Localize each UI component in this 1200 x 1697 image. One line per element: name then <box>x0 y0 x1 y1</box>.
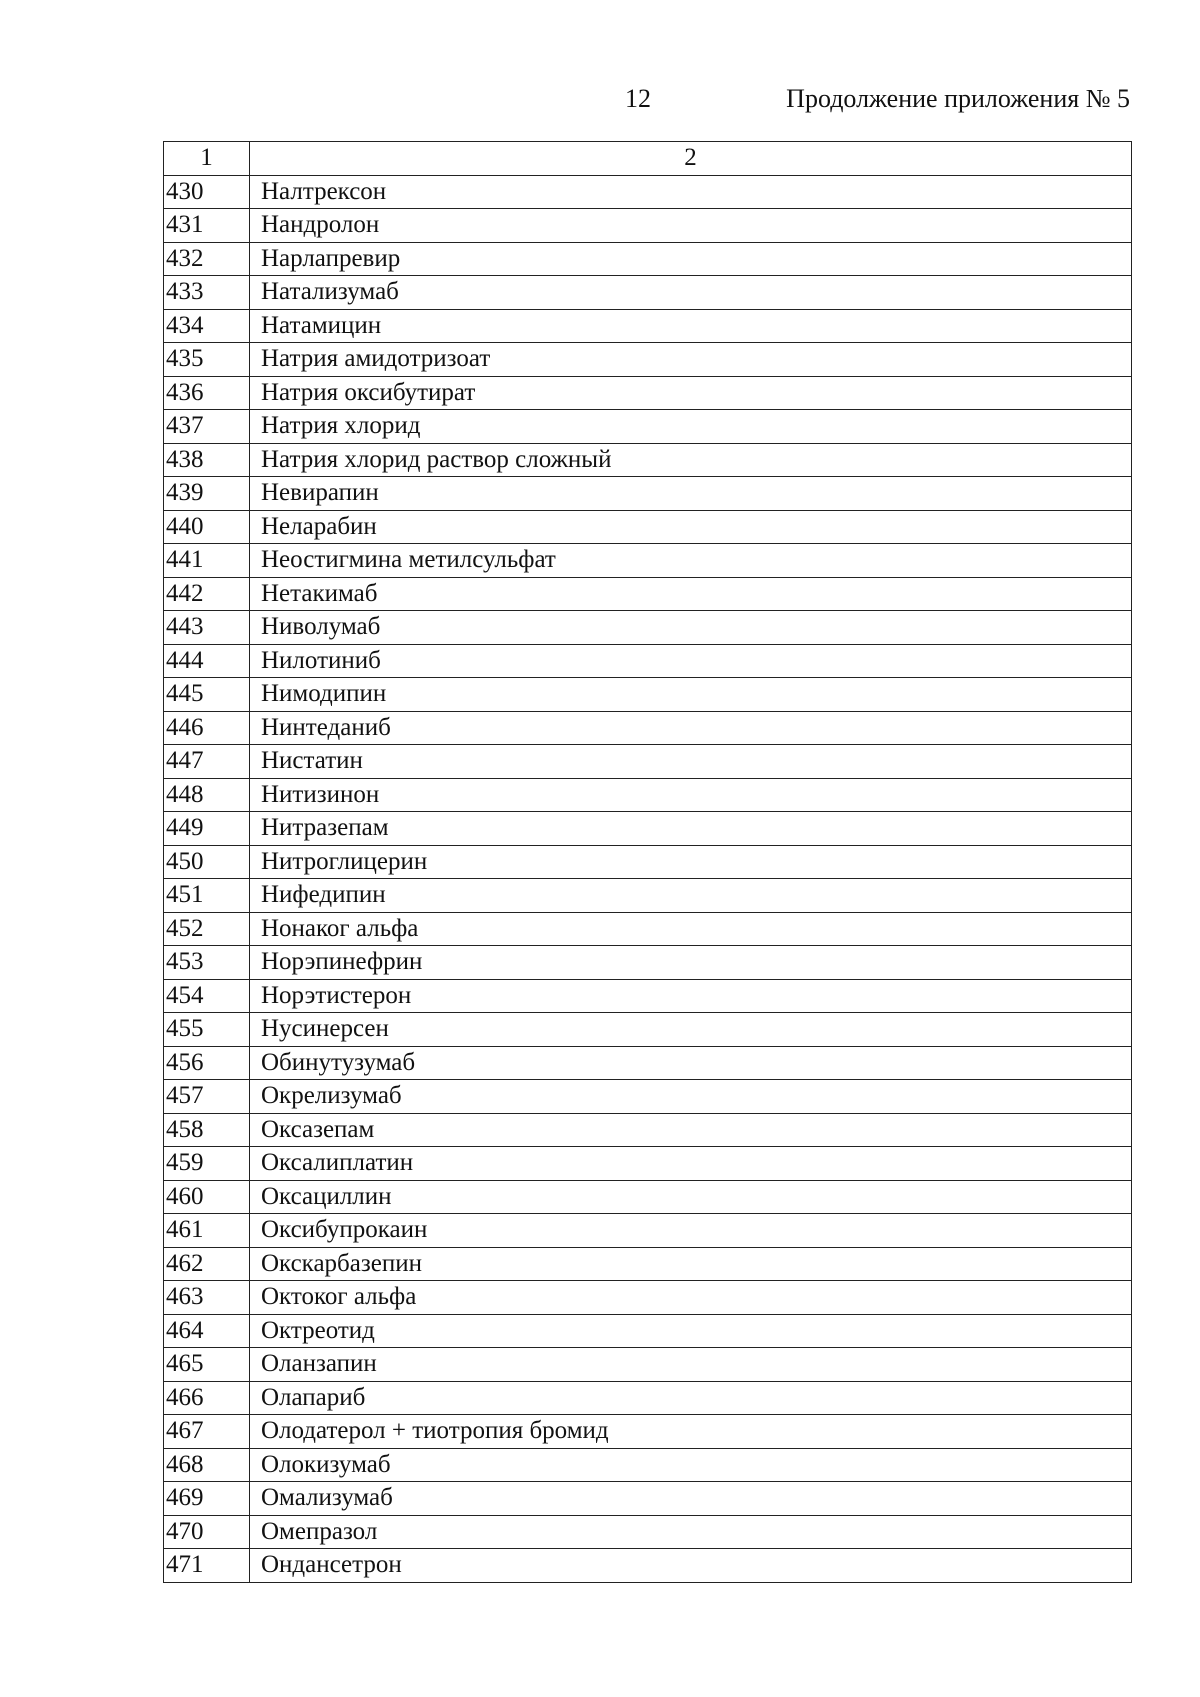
column-header-number: 1 <box>164 142 250 176</box>
drug-name: Оксациллин <box>250 1180 1132 1214</box>
drug-name: Обинутузумаб <box>250 1046 1132 1080</box>
table-row <box>164 912 1132 946</box>
page-number: 12 <box>625 84 651 113</box>
drug-name: Олапариб <box>250 1381 1132 1415</box>
drug-name: Оксалиплатин <box>250 1147 1132 1181</box>
drug-name: Натрия амидотризоат <box>250 343 1132 377</box>
drug-name: Оксибупрокаин <box>250 1214 1132 1248</box>
row-number: 464 <box>164 1314 250 1348</box>
row-number: 460 <box>164 1180 250 1214</box>
drug-name: Нифедипин <box>250 879 1132 913</box>
drug-name: Нитразепам <box>250 812 1132 846</box>
table-row <box>164 276 1132 310</box>
drug-name: Нитроглицерин <box>250 845 1132 879</box>
drug-name: Нетакимаб <box>250 577 1132 611</box>
table-row <box>164 410 1132 444</box>
continuation-title: Продолжение приложения № 5 <box>786 84 1130 113</box>
row-number: 433 <box>164 276 250 310</box>
drug-name: Натрия оксибутират <box>250 376 1132 410</box>
row-number: 450 <box>164 845 250 879</box>
row-number: 431 <box>164 209 250 243</box>
table-row <box>164 343 1132 377</box>
drug-name: Нимодипин <box>250 678 1132 712</box>
drug-name: Норэпинефрин <box>250 946 1132 980</box>
row-number: 443 <box>164 611 250 645</box>
table-row <box>164 678 1132 712</box>
row-number: 467 <box>164 1415 250 1449</box>
table-row <box>164 879 1132 913</box>
row-number: 461 <box>164 1214 250 1248</box>
table-row <box>164 745 1132 779</box>
table-row <box>164 1013 1132 1047</box>
row-number: 447 <box>164 745 250 779</box>
table-body <box>164 175 1132 1582</box>
table-row <box>164 376 1132 410</box>
drug-name: Налтрексон <box>250 175 1132 209</box>
table-row <box>164 1515 1132 1549</box>
table-row <box>164 611 1132 645</box>
table-row <box>164 644 1132 678</box>
row-number: 463 <box>164 1281 250 1315</box>
row-number: 437 <box>164 410 250 444</box>
table-row <box>164 544 1132 578</box>
drug-name: Невирапин <box>250 477 1132 511</box>
drug-name: Неостигмина метилсульфат <box>250 544 1132 578</box>
row-number: 468 <box>164 1448 250 1482</box>
row-number: 469 <box>164 1482 250 1516</box>
table-row <box>164 1247 1132 1281</box>
drug-name: Нилотиниб <box>250 644 1132 678</box>
row-number: 471 <box>164 1549 250 1583</box>
drug-name: Окрелизумаб <box>250 1080 1132 1114</box>
drug-name: Нистатин <box>250 745 1132 779</box>
page-header <box>0 80 1200 120</box>
drug-name: Оланзапин <box>250 1348 1132 1382</box>
table-row <box>164 1046 1132 1080</box>
row-number: 438 <box>164 443 250 477</box>
drug-name: Октреотид <box>250 1314 1132 1348</box>
drug-name: Нандролон <box>250 209 1132 243</box>
table-row <box>164 1549 1132 1583</box>
drug-name: Окскарбазепин <box>250 1247 1132 1281</box>
row-number: 465 <box>164 1348 250 1382</box>
table-row <box>164 1348 1132 1382</box>
column-header-name: 2 <box>250 142 1132 176</box>
table-row <box>164 946 1132 980</box>
drug-name: Ондансетрон <box>250 1549 1132 1583</box>
table-row <box>164 845 1132 879</box>
table-row <box>164 1482 1132 1516</box>
drug-name: Натамицин <box>250 309 1132 343</box>
row-number: 441 <box>164 544 250 578</box>
row-number: 455 <box>164 1013 250 1047</box>
row-number: 462 <box>164 1247 250 1281</box>
drug-name: Натрия хлорид <box>250 410 1132 444</box>
row-number: 435 <box>164 343 250 377</box>
table-row <box>164 577 1132 611</box>
table-row <box>164 309 1132 343</box>
table-row <box>164 1113 1132 1147</box>
drug-name: Натрия хлорид раствор сложный <box>250 443 1132 477</box>
row-number: 466 <box>164 1381 250 1415</box>
drug-name: Оксазепам <box>250 1113 1132 1147</box>
table-row <box>164 1080 1132 1114</box>
drug-name: Нитизинон <box>250 778 1132 812</box>
table-row <box>164 778 1132 812</box>
table-row <box>164 1415 1132 1449</box>
table-header-row <box>164 142 1132 176</box>
row-number: 456 <box>164 1046 250 1080</box>
drug-name: Натализумаб <box>250 276 1132 310</box>
row-number: 434 <box>164 309 250 343</box>
table-row <box>164 812 1132 846</box>
table-row <box>164 477 1132 511</box>
table-row <box>164 443 1132 477</box>
row-number: 439 <box>164 477 250 511</box>
drug-name: Омализумаб <box>250 1482 1132 1516</box>
drug-name: Нонаког альфа <box>250 912 1132 946</box>
drug-name: Олокизумаб <box>250 1448 1132 1482</box>
table-row <box>164 175 1132 209</box>
drug-name: Нарлапревир <box>250 242 1132 276</box>
row-number: 451 <box>164 879 250 913</box>
row-number: 436 <box>164 376 250 410</box>
drug-name: Ниволумаб <box>250 611 1132 645</box>
drug-name: Неларабин <box>250 510 1132 544</box>
drug-table <box>163 141 1132 1583</box>
table-row <box>164 242 1132 276</box>
row-number: 452 <box>164 912 250 946</box>
row-number: 445 <box>164 678 250 712</box>
table-row <box>164 1281 1132 1315</box>
table-row <box>164 1180 1132 1214</box>
row-number: 449 <box>164 812 250 846</box>
row-number: 459 <box>164 1147 250 1181</box>
table-row <box>164 711 1132 745</box>
row-number: 430 <box>164 175 250 209</box>
row-number: 454 <box>164 979 250 1013</box>
drug-name: Нусинерсен <box>250 1013 1132 1047</box>
table-row <box>164 209 1132 243</box>
table-row <box>164 1214 1132 1248</box>
table-row <box>164 1381 1132 1415</box>
row-number: 444 <box>164 644 250 678</box>
drug-name: Октоког альфа <box>250 1281 1132 1315</box>
table-row <box>164 979 1132 1013</box>
drug-name: Омепразол <box>250 1515 1132 1549</box>
row-number: 457 <box>164 1080 250 1114</box>
row-number: 442 <box>164 577 250 611</box>
drug-name: Олодатерол + тиотропия бромид <box>250 1415 1132 1449</box>
table-row <box>164 1448 1132 1482</box>
table-row <box>164 1147 1132 1181</box>
table-row <box>164 510 1132 544</box>
row-number: 458 <box>164 1113 250 1147</box>
row-number: 453 <box>164 946 250 980</box>
row-number: 432 <box>164 242 250 276</box>
row-number: 440 <box>164 510 250 544</box>
row-number: 446 <box>164 711 250 745</box>
row-number: 448 <box>164 778 250 812</box>
drug-name: Норэтистерон <box>250 979 1132 1013</box>
row-number: 470 <box>164 1515 250 1549</box>
drug-name: Нинтеданиб <box>250 711 1132 745</box>
table-row <box>164 1314 1132 1348</box>
